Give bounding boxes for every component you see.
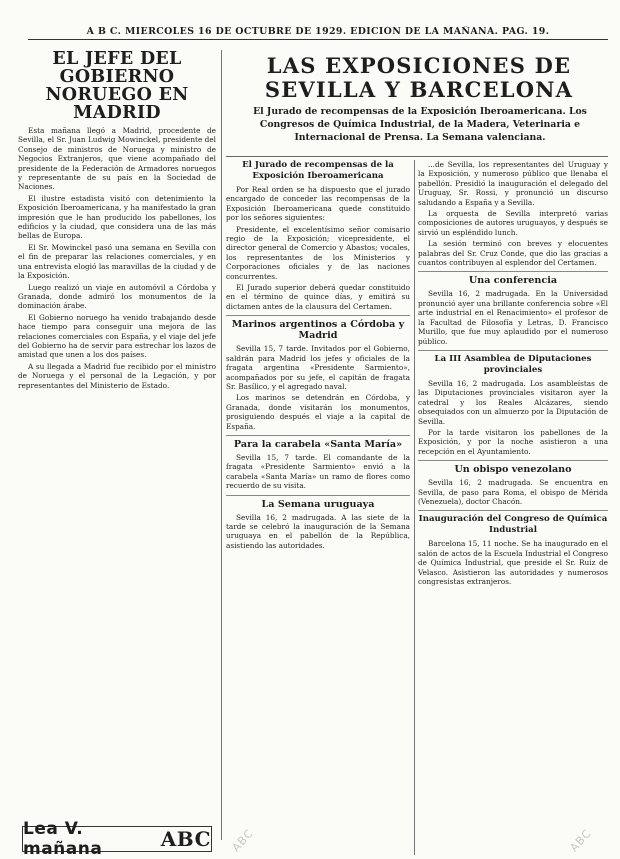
left-article-title: EL JEFE DEL GOBIERNO NORUEGO EN MADRID [45, 50, 189, 123]
paragraph: El ilustre estadista visitó con detenimiento la Exposición Iberoamericana, y ha manifestado la gran impresión que le han producido los pabellones, los edificios y la ciudad, que considera una de las más bellas de Europa. [18, 193, 216, 241]
paragraph: La orquesta de Sevilla interpretó varias composiciones de autores uruguayos, y después se sirvió un espléndido lunch. [418, 209, 608, 237]
headline-rule [226, 156, 608, 157]
paragraph: Sevilla 16, 2 madrugada. Se encuentra en Sevilla, de paso para Roma, el obispo de Mérida (Venezuela), doctor Chacón. [418, 478, 608, 506]
ad-brand: ABC [160, 827, 211, 851]
paragraph: Sevilla 15, 7 tarde. El comandante de la fragata «Presidente Sarmiento» envió a la carabela «Santa María» un ramo de flores como recuerdo de su visita. [226, 452, 410, 491]
column-rule [414, 160, 415, 855]
main-subheadline: El Jurado de recompensas de la Exposición Iberoamericana. Los Congresos de Química Industrial, de la Madera, Veterinaria e Internacional de Prensa. La Semana valenciana. [253, 106, 587, 143]
column-rule [221, 50, 222, 840]
section-heading: La III Asamblea de Diputaciones provinciales [418, 350, 608, 376]
watermark-abc-icon: ABC [567, 826, 595, 855]
paragraph: Sevilla 16, 2 madrugada. Los asambleístas de las Diputaciones provinciales visitaron ayer la catedral y los Reales Alcázares, siendo obsequiados con un almuerzo por la Diputación de Sevilla. [418, 378, 608, 426]
paragraph: ...de Sevilla, los representantes del Uruguay y la Exposición, y numeroso público que llenaba el pabellón. Presidió la inauguración el delegado del Uruguay, Sr. Rossi, y pronunció un discurso saludando a España y a Sevilla. [418, 160, 608, 207]
paragraph: El Jurado superior deberá quedar constituido en el término de quince días, y emitirá su dictamen antes de la clausura del Certamen. [226, 283, 410, 311]
paragraph: Los marinos se detendrán en Córdoba, y Granada, donde visitarán los monumentos, prosiguiendo después el viaje a la capital de España. [226, 393, 410, 431]
paragraph: A su llegada a Madrid fue recibido por el ministro de Noruega y el personal de la Legación, y por representantes del Ministerio de Estado. [18, 361, 216, 390]
section-heading: Para la carabela «Santa María» [226, 435, 410, 450]
ad-text: Lea V. mañana [23, 819, 103, 859]
paragraph: La sesión terminó con breves y elocuentes palabras del Sr. Cruz Conde, que dio las gracias a cuantos contribuyen al esplendor del Certamen. [418, 239, 608, 268]
advertisement [22, 819, 212, 859]
paragraph: Sevilla 15, 7 tarde. Invitados por el Gobierno, saldrán para Madrid los jefes y oficiales de la fragata argentina «Presidente Sarmiento», acompañados por su jefe, el capitán de fragata Sr. Basílico, y el agregado naval. [226, 344, 410, 391]
newspaper-page [8, 6, 612, 859]
paragraph: El Gobierno noruego ha venido trabajando desde hace tiempo para conseguir una mejora de las relaciones comerciales con España, y el viaje del jefe del Gobierno ha de servir para estrechar los lazos de amistad que unen a los dos países. [18, 312, 216, 360]
paragraph: Por Real orden se ha dispuesto que el jurado encargado de conceder las recompensas de la Exposición Iberoamericana quede constituido por los señores siguientes: [226, 185, 410, 223]
paragraph: Por la tarde visitaron los pabellones de la Exposición, y por la noche asistieron a una recepción en el Ayuntamiento. [418, 427, 608, 456]
section-heading: Una conferencia [418, 271, 608, 286]
section-heading: El Jurado de recompensas de la Exposición Iberoamericana [242, 160, 394, 181]
section-heading: La Semana uruguaya [226, 495, 410, 510]
left-column [18, 50, 216, 810]
middle-column [226, 160, 410, 855]
right-column [418, 160, 608, 855]
paragraph: Presidente, el excelentísimo señor comisario regio de la Exposición; vicepresidente, el director general de Comercio y Abastos; vocales, los representantes de los Ministerios y Corporaciones oficiales y de las naciones concurrentes. [226, 224, 410, 281]
paragraph: El Sr. Mowinckel pasó una semana en Sevilla con el fin de preparar las relaciones comerciales, y en una entrevista elogió las maravillas de la ciudad y de la Exposición. [18, 242, 216, 281]
running-head: A B C. MIERCOLES 16 DE OCTUBRE DE 1929. EDICIÓN DE LA MAÑANA. PAG. 19. [28, 26, 608, 40]
paragraph: Barcelona 15, 11 noche. Se ha inaugurado en el salón de actos de la Escuela Industrial el Congreso de Química Industrial, que preside el Sr. Ruiz de Velasco. Asistieron las autoridades y numerosos congresistas extranjeros. [418, 539, 608, 586]
section-heading: Marinos argentinos a Córdoba y Madrid [226, 315, 410, 341]
paragraph: Esta mañana llegó a Madrid, procedente de Sevilla, el Sr. Juan Ludwig Mowinckel, presidente del Consejo de ministros de Noruega y ministro de Negocios Extranjeros, que viene acompañado del presidente de la Federación de Armadores noruegos y representante de su país en la Sociedad de Naciones. [18, 126, 216, 192]
paragraph: Sevilla 16, 2 madrugada. En la Universidad pronunció ayer una brillante conferencia sobre «El arte industrial en el Renacimiento» el profesor de la Facultad de Filosofía y Letras, D. Francisco Murillo, que fue muy aplaudido por el numeroso público. [418, 289, 608, 346]
paragraph: Sevilla 16, 2 madrugada. A las siete de la tarde se celebró la inauguración de la Semana uruguaya en el pabellón de la República, asistiendo las autoridades. [226, 512, 410, 550]
watermark-abc-icon: ABC [229, 826, 257, 855]
section-heading: Un obispo venezolano [418, 460, 608, 475]
section-heading: Inauguración del Congreso de Química Industrial [418, 510, 608, 536]
left-article-body [18, 126, 216, 390]
main-headline: LAS EXPOSICIONES DE SEVILLA Y BARCELONA [264, 53, 574, 102]
paragraph: Luego realizó un viaje en automóvil a Córdoba y Granada, donde admiró los monumentos de la dominación árabe. [18, 282, 216, 311]
